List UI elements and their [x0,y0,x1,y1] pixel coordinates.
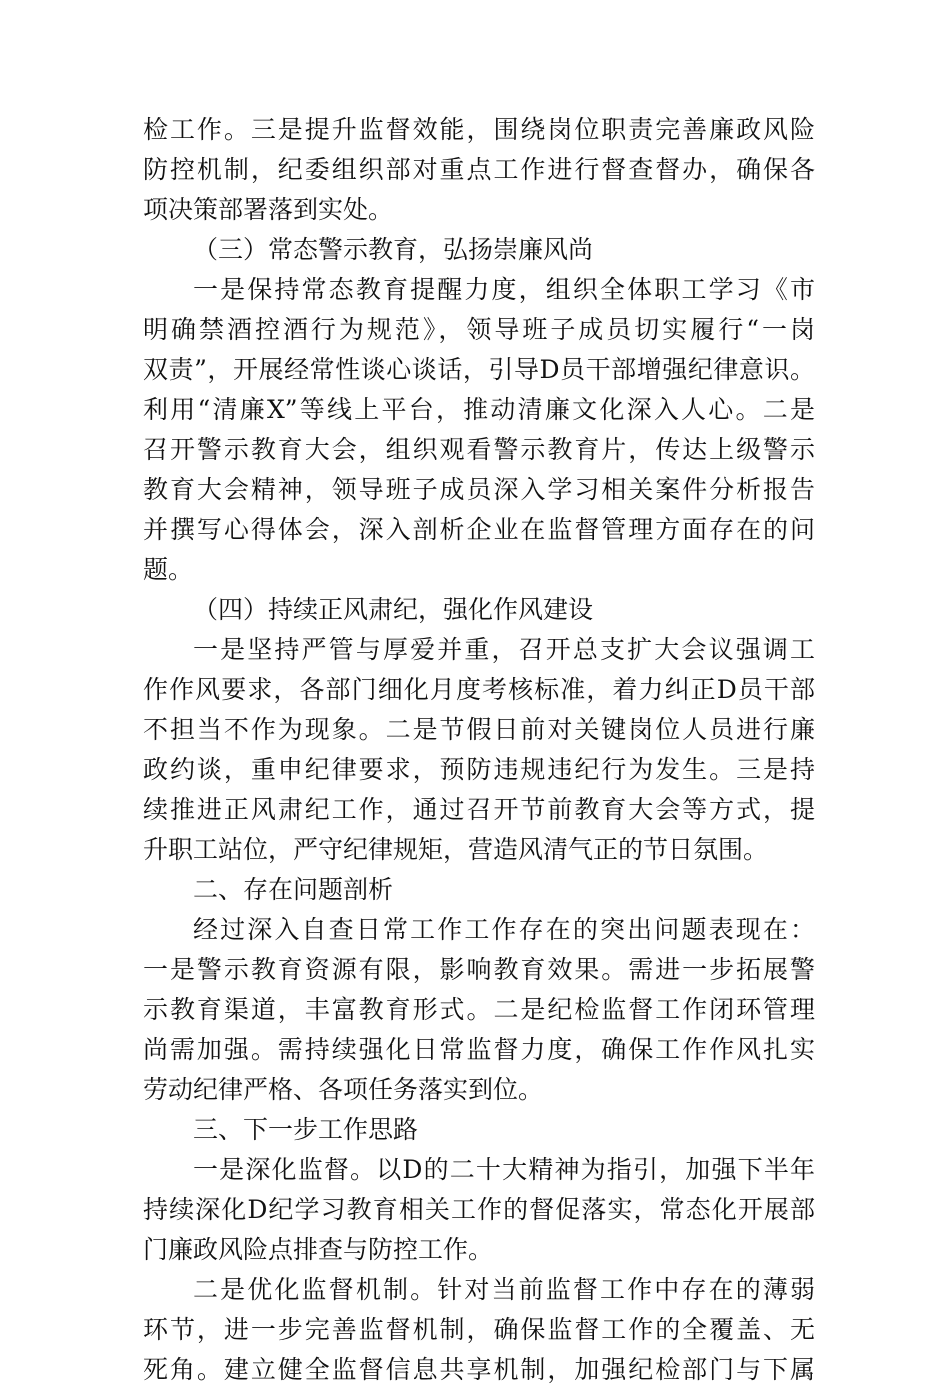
text-line: 死角。建立健全监督信息共享机制，加强纪检部门与下属 [143,1355,815,1384]
text-line: 并撰写心得体会，深入剖析企业在监督管理方面存在的问 [143,515,815,544]
body-paragraph [143,910,815,1110]
text-line: 升职工站位，严守纪律规矩，营造风清气正的节日氛围。 [143,835,769,864]
text-line: 持续深化D纪学习教育相关工作的督促落实，常态化开展部 [143,1195,815,1224]
body-paragraph [143,630,815,870]
text-line: 尚需加强。需持续强化日常监督力度，确保工作作风扎实 [143,1035,815,1064]
text-line: 环节，进一步完善监督机制，确保监督工作的全覆盖、无 [143,1315,815,1344]
text-line: 题。 [143,555,194,584]
body-paragraph [143,1150,815,1270]
document-page [143,110,815,1390]
text-line: 二是优化监督机制。针对当前监督工作中存在的薄弱 [193,1275,815,1304]
text-line: 劳动纪律严格、各项任务落实到位。 [143,1075,544,1104]
text-line: 续推进正风肃纪工作，通过召开节前教育大会等方式，提 [143,795,815,824]
text-line: 一是警示教育资源有限，影响教育效果。需进一步拓展警 [143,955,815,984]
text-line: 经过深入自查日常工作工作存在的突出问题表现在： [193,915,815,944]
text-line: 作作风要求，各部门细化月度考核标准，着力纠正D员干部 [143,675,815,704]
body-paragraph [143,1270,815,1390]
section-heading: 三、下一步工作思路 [193,1115,419,1144]
text-line: 检工作。三是提升监督效能，围绕岗位职责完善廉政风险 [143,115,815,144]
text-line: 政约谈，重申纪律要求，预防违规违纪行为发生。三是持 [143,755,815,784]
text-line: 门廉政风险点排查与防控工作。 [143,1235,494,1264]
text-line: 防控机制，纪委组织部对重点工作进行督查督办，确保各 [143,155,815,184]
text-line: 示教育渠道，丰富教育形式。二是纪检监督工作闭环管理 [143,995,815,1024]
text-line: 一是保持常态教育提醒力度，组织全体职工学习《市 [193,275,815,304]
text-line: 教育大会精神，领导班子成员深入学习相关案件分析报告 [143,475,815,504]
body-paragraph [143,110,815,230]
text-line: 项决策部署落到实处。 [143,195,394,224]
section-heading: 二、存在问题剖析 [193,875,394,904]
text-line: 双责”，开展经常性谈心谈话，引导D员干部增强纪律意识。 [143,355,815,384]
text-line: 不担当不作为现象。二是节假日前对关键岗位人员进行廉 [143,715,815,744]
body-paragraph [143,270,815,590]
text-line: 一是深化监督。以D的二十大精神为指引，加强下半年 [193,1155,815,1184]
section-subheading: （四）持续正风肃纪，强化作风建设 [193,595,594,624]
text-line: 明确禁酒控酒行为规范》，领导班子成员切实履行“一岗 [143,315,815,344]
text-line: 召开警示教育大会，组织观看警示教育片，传达上级警示 [143,435,815,464]
section-subheading: （三）常态警示教育，弘扬崇廉风尚 [193,235,594,264]
text-line: 一是坚持严管与厚爱并重，召开总支扩大会议强调工 [193,635,815,664]
text-line: 利用“清廉X”等线上平台，推动清廉文化深入人心。二是 [143,395,815,424]
